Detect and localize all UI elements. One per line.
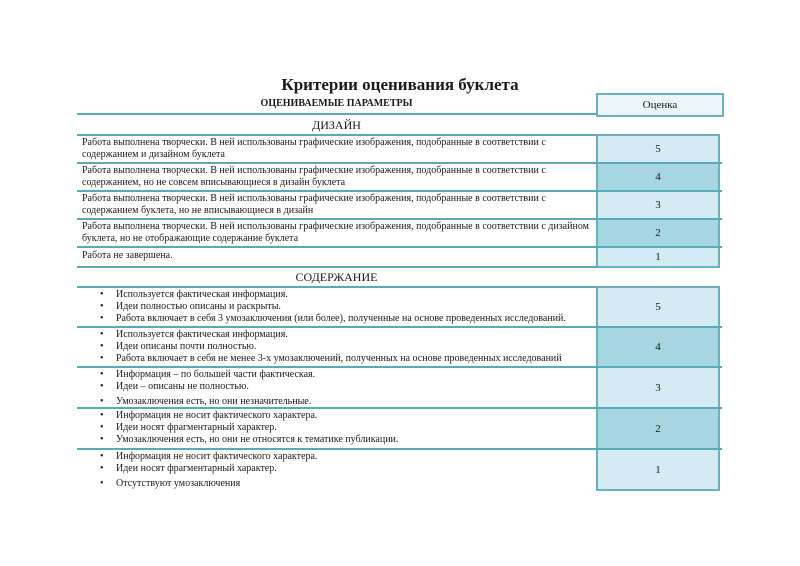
- design-row-3-score: [596, 192, 720, 218]
- design-row-5-score: [596, 134, 720, 162]
- content-row-4-list: [82, 329, 596, 365]
- divider: [77, 266, 596, 268]
- score-value: 2: [655, 422, 661, 435]
- design-row-2-text: Работа выполнена творчески. В ней использованы графические изображения, подобранные в соответствии с дизайном буклета, но не отображающие содержание буклета: [82, 221, 589, 244]
- score-value: 3: [655, 381, 661, 394]
- list-item: • Идеи носят фрагментарный характер.: [82, 422, 596, 434]
- design-row-4-text: Работа выполнена творчески. В ней использованы графические изображения, подобранные в соответствии с содержанием, но не совсем вписывающиеся в дизайн буклета: [82, 165, 546, 188]
- score-value: 5: [655, 143, 661, 155]
- list-item: • Работа включает в себя не менее 3-х умозаключений, полученных на основе проведенных исследований: [82, 353, 596, 365]
- score-column-header: [596, 93, 724, 117]
- score-value: 1: [655, 463, 661, 476]
- content-row-1-score: [596, 450, 720, 491]
- content-row-3-score: [596, 368, 720, 407]
- content-row-2-score: [596, 409, 720, 448]
- list-item: • Идеи описаны почти полностью.: [82, 341, 596, 353]
- score-value: 1: [655, 251, 661, 263]
- section-heading-content: СОДЕРЖАНИЕ: [295, 270, 378, 284]
- score-value: 4: [655, 171, 661, 183]
- content-row-1-list: [82, 451, 596, 490]
- score-value: 4: [655, 341, 661, 353]
- divider: [77, 113, 596, 115]
- list-item: • Умозаключения есть, но они незначительные.: [82, 396, 596, 408]
- content-row-2-list: [82, 410, 596, 446]
- content-row-5-list: [82, 289, 596, 325]
- divider: [77, 286, 596, 288]
- design-row-2-score: [596, 220, 720, 246]
- design-row-5-text: Работа выполнена творчески. В ней использованы графические изображения, подобранные в соответствии с содержанием и дизайном буклета: [82, 137, 546, 160]
- section-heading-design: ДИЗАЙН: [312, 118, 361, 132]
- list-item: • Информация не носит фактического характера.: [82, 451, 596, 463]
- list-item: • Работа включает в себя 3 умозаключения (или более), полученные на основе проведенных исследований.: [82, 313, 596, 325]
- content-row-3-list: [82, 369, 596, 408]
- list-item: • Идеи – описаны не полностью.: [82, 381, 596, 393]
- design-row-3-text: Работа выполнена творчески. В ней использованы графические изображения, подобранные в соответствии с содержанием буклета, но не вписывающиеся в дизайн: [82, 193, 546, 216]
- list-item: • Информация – по большей части фактическая.: [82, 369, 596, 381]
- design-row-1-text: Работа не завершена.: [82, 250, 173, 261]
- list-item: • Используется фактическая информация.: [82, 329, 596, 341]
- design-row-1-score: [596, 248, 720, 268]
- content-row-5-score: [596, 286, 720, 326]
- list-item: • Отсутствуют умозаключения: [82, 478, 596, 490]
- score-column-header-label: Оценка: [642, 99, 678, 111]
- list-item: • Информация не носит фактического характера.: [82, 410, 596, 422]
- divider: [77, 134, 596, 136]
- design-row-4-score: [596, 164, 720, 190]
- list-item: • Идеи полностью описаны и раскрыты.: [82, 301, 596, 313]
- score-value: 3: [655, 199, 661, 211]
- list-item: • Используется фактическая информация.: [82, 289, 596, 301]
- score-value: 2: [655, 227, 661, 239]
- score-value: 5: [655, 301, 661, 313]
- page-title: Критерии оценивания буклета: [281, 75, 519, 94]
- content-row-4-score: [596, 328, 720, 366]
- list-item: • Идеи носят фрагментарный характер.: [82, 463, 596, 475]
- list-item: • Умозаключения есть, но они не относятся к тематике публикации.: [82, 434, 596, 446]
- params-column-header: ОЦЕНИВАЕМЫЕ ПАРАМЕТРЫ: [260, 98, 413, 109]
